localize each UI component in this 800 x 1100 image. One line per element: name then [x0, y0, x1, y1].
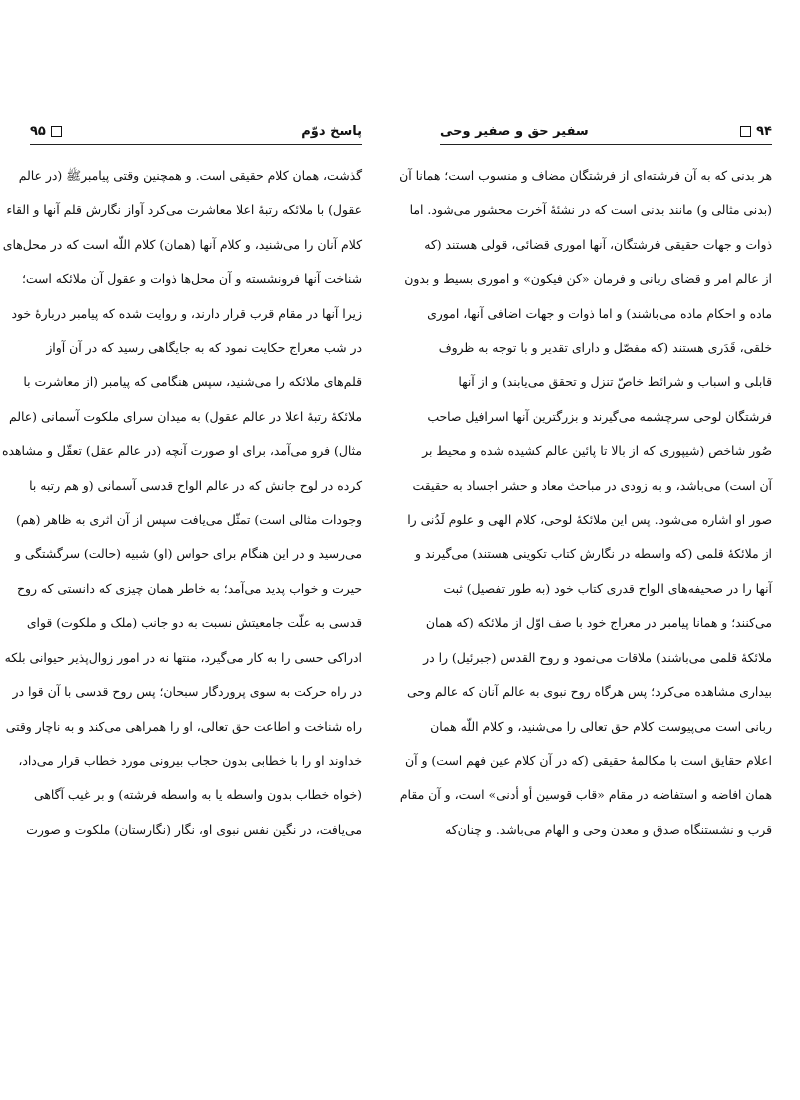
text-line: گذشت، همان کلام حقیقی است. و همچنین وقتی پیامبرﷺ (در عالم: [18, 168, 362, 183]
text-line: صور او اشاره می‌شود. پس این ملائکهٔ لوحی، کلام الهی و علوم لَدُنی را: [407, 512, 772, 528]
text-line: قرب و نشستنگاه صدق و معدن وحی و الهام می‌باشد. و چنان‌که: [445, 821, 772, 837]
text-line: از ملائکهٔ قلمی (که واسطه در نگارش کتاب تکوینی هستند) می‌گیرند و: [415, 546, 772, 562]
text-line: مثال) فرو می‌آمد، برای او صورت آنچه (در عالم عقل) تعقّل و مشاهده: [2, 443, 362, 459]
square-bullet-icon: [740, 126, 751, 137]
text-line: در راه حرکت به سوی پروردگار سبحان؛ پس روح قدسی با آن قوا در: [12, 684, 362, 700]
text-line: ماده و احکام ماده می‌باشند) و اما ذوات و جهات اضافی آنها، اموری: [427, 305, 772, 321]
text-line: (خواه خطاب بدون واسطه یا به واسطه فرشته) و بر غیب آگاهی: [34, 787, 362, 803]
text-line: شناخت آنها فرونشسته و آن محل‌ها ذوات و عقول آن ملائکه است؛: [21, 271, 362, 287]
text-line: عقول) با ملائکه رتبهٔ اعلا معاشرت می‌کرد آواز نگارش قلم آنها و القاء: [6, 202, 362, 218]
text-line: خلقی، قَدَری هستند (که مفصّل و دارای تقدیر و با توجه به ظروف: [438, 340, 772, 356]
text-line: (بدنی مثالی و) مانند بدنی است که در نشئهٔ آخرت محشور می‌شود. اما: [409, 202, 772, 218]
left-page-header: [30, 118, 362, 145]
right-page-title: سفیر حق و صفیر وحی: [440, 123, 589, 139]
text-line: وجودات مثالی است) تمثّل می‌یافت سپس از آن اثری به ظاهر (هم): [16, 512, 362, 528]
text-line: اعلام حقایق است با مکالمهٔ حقیقی (که در آن کلام عین فهم است) و آن: [404, 752, 772, 768]
right-page-body: [399, 159, 772, 847]
text-line: هر بدنی که به آن فرشته‌ای از فرشتگان مضاف و منسوب است؛ همانا آن: [399, 168, 772, 183]
text-line: ذوات و جهات حقیقی فرشتگان، آنها اموری قضائی، قولی هستند (که: [424, 236, 772, 252]
text-line: بیداری مشاهده می‌کرد؛ پس هرگاه روح نبوی به عالم آنان که عالم وحی: [406, 684, 772, 700]
text-line: آنها را در صحیفه‌های الواح قدری کتاب خود (به طور تفصیل) ثبت: [443, 580, 772, 596]
right-page-header: [440, 118, 772, 145]
text-line: می‌یافت، در نگین نفس نبوی او، نگار (نگارستان) ملکوت و صورت: [26, 821, 362, 837]
left-page: [2, 118, 362, 847]
text-line: می‌کنند؛ و همانا پیامبر در معراج خود با صف اوّل از ملائکه (که همان: [425, 615, 772, 631]
text-line: آن است) می‌باشد، و به زودی در مباحث معاد و حشر اجساد به حقیقت: [412, 477, 772, 493]
text-line: ادراکی حسی را به کار می‌گیرد، منتها نه در امور زوال‌پذیر حیوانی بلکه: [4, 649, 362, 665]
text-line: کرده در لوح جانش که در عالم الواح قدسی آسمانی (و هم رتبه با: [29, 477, 362, 493]
left-page-number: [30, 124, 62, 139]
right-page: [399, 118, 772, 847]
text-line: حیرت و خواب پدید می‌آمد؛ به خاطر همان چیزی که دانستی که روح: [16, 580, 362, 596]
right-page-number: [740, 124, 772, 139]
text-line: از عالم امر و قضای ربانی و فرمان «کن فیکون» و اموری بسیط و بدون: [404, 271, 772, 287]
text-line: ملائکهٔ رتبهٔ اعلا در عالم عقول) به میدان سرای ملکوت آسمانی (عالم: [8, 408, 362, 424]
text-line: قدسی به علّت جامعیتش نسبت به دو جانب (ملک و ملکوت) قوای: [26, 615, 362, 631]
text-line: صُور شاخص (شیپوری که از بالا تا پائین عالم کشیده شده و محیط بر: [422, 443, 772, 459]
text-line: قلم‌های ملائکه را می‌شنید، سپس هنگامی که پیامبر (از معاشرت با: [23, 374, 362, 390]
text-line: همان افاضه و استفاضه در مقام «قاب قوسین أو أدنی» است، و آن مقام: [399, 787, 772, 803]
text-line: می‌رسید و در این هنگام برای حواس (او) شبیه (حالت) سرگشتگی و: [14, 546, 362, 562]
text-line: قابلی و اسباب و شرائط خاصّ تنزل و تحقق می‌یابند) و از آنها: [458, 374, 772, 390]
square-bullet-icon: [51, 126, 62, 137]
left-page-title: پاسخ دوّم: [301, 123, 362, 139]
text-line: فرشتگان لوحی سرچشمه می‌گیرند و بزرگترین آنها اسرافیل صاحب: [427, 408, 772, 424]
text-line: زیرا آنها در مقام قرب قرار دارند، و روایت شده که پیامبر دربارهٔ خود: [11, 305, 362, 321]
text-line: ربانی است می‌پیوست کلام حق تعالی را می‌شنید، و کلام اللّه همان: [430, 718, 772, 734]
left-page-number-text: ۹۵: [30, 123, 46, 139]
left-page-body: [2, 159, 362, 847]
right-page-number-text: ۹۴: [756, 123, 772, 139]
text-line: خداوند او را با خطابی بدون حجاب بیرونی مورد خطاب قرار می‌داد،: [18, 752, 362, 768]
text-line: کلام آنان را می‌شنید، و کلام آنها (همان) کلام اللّه است که در محل‌های: [2, 236, 362, 252]
text-line: راه شناخت و اطاعت حق تعالی، او را همراهی می‌کند و به ناچار وقتی: [5, 718, 362, 734]
text-line: ملائکهٔ قلمی می‌باشند) ملاقات می‌نمود و روح القدس (جبرئیل) را در: [423, 649, 772, 665]
text-line: در شب معراج حکایت نمود که به جایگاهی رسید که در آن آواز: [46, 340, 362, 356]
